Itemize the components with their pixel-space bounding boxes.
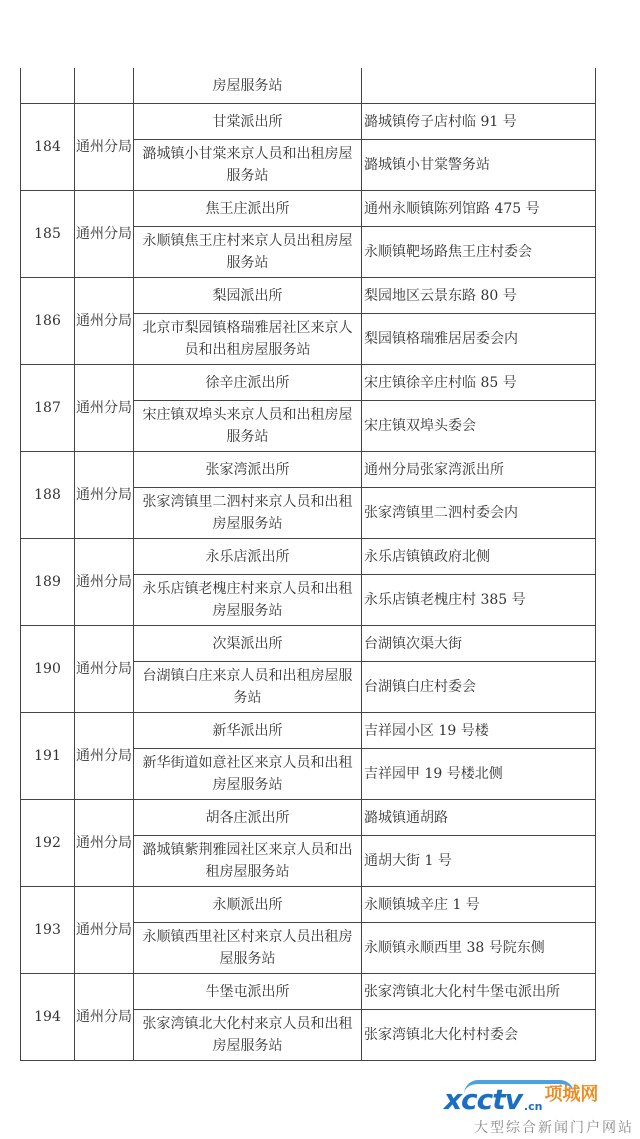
police-station-address: 张家湾镇北大化村牛堡屯派出所 <box>362 974 596 1010</box>
row-number: 188 <box>21 452 75 539</box>
logo-domain: .cn <box>523 1100 543 1113</box>
service-station-address: 永顺镇永顺西里 38 号院东侧 <box>362 923 596 974</box>
number-cell <box>21 68 75 104</box>
table-row <box>21 800 596 836</box>
service-station: 宋庄镇双埠头来京人员和出租房屋服务站 <box>134 401 362 452</box>
branch-name: 通州分局 <box>75 713 134 800</box>
branch-name: 通州分局 <box>75 104 134 191</box>
police-station: 永乐店派出所 <box>134 539 362 575</box>
row-number: 186 <box>21 278 75 365</box>
service-station: 永顺镇西里社区村来京人员出租房屋服务站 <box>134 923 362 974</box>
xcctv-watermark-logo <box>444 1080 640 1139</box>
police-station: 永顺派出所 <box>134 887 362 923</box>
service-station-address: 张家湾镇里二泗村委会内 <box>362 488 596 539</box>
service-station-address: 吉祥园甲 19 号楼北侧 <box>362 749 596 800</box>
branch-name: 通州分局 <box>75 191 134 278</box>
police-station-address: 永顺镇城辛庄 1 号 <box>362 887 596 923</box>
service-station: 新华街道如意社区来京人员和出租房屋服务站 <box>134 749 362 800</box>
table-row <box>21 626 596 662</box>
branch-name: 通州分局 <box>75 539 134 626</box>
service-station: 潞城镇小甘棠来京人员和出租房屋服务站 <box>134 140 362 191</box>
branch-name: 通州分局 <box>75 626 134 713</box>
police-station-address: 潞城镇通胡路 <box>362 800 596 836</box>
table-row <box>21 713 596 749</box>
police-station: 新华派出所 <box>134 713 362 749</box>
branch-name: 通州分局 <box>75 278 134 365</box>
police-station: 徐辛庄派出所 <box>134 365 362 401</box>
row-number: 185 <box>21 191 75 278</box>
branch-name: 通州分局 <box>75 887 134 974</box>
service-station: 北京市梨园镇格瑞雅居社区来京人员和出租房屋服务站 <box>134 314 362 365</box>
service-station: 永乐店镇老槐庄村来京人员和出租房屋服务站 <box>134 575 362 626</box>
police-station-address: 台湖镇次渠大街 <box>362 626 596 662</box>
logo-brand-row <box>444 1084 598 1116</box>
service-station-address: 台湖镇白庄村委会 <box>362 662 596 713</box>
branch-name: 通州分局 <box>75 800 134 887</box>
police-station-address: 通州永顺镇陈列馆路 475 号 <box>362 191 596 227</box>
row-number: 189 <box>21 539 75 626</box>
row-number: 190 <box>21 626 75 713</box>
police-station-address: 潞城镇侉子店村临 91 号 <box>362 104 596 140</box>
row-number: 194 <box>21 974 75 1061</box>
table-row <box>21 104 596 140</box>
address-cell <box>362 68 596 104</box>
branch-cell <box>75 68 134 104</box>
service-station: 张家湾镇里二泗村来京人员和出租房屋服务站 <box>134 488 362 539</box>
police-station-table <box>20 68 596 1061</box>
table-row <box>21 887 596 923</box>
service-station-address: 宋庄镇双埠头委会 <box>362 401 596 452</box>
police-station: 张家湾派出所 <box>134 452 362 488</box>
police-station-address: 吉祥园小区 19 号楼 <box>362 713 596 749</box>
service-station-address: 通胡大街 1 号 <box>362 836 596 887</box>
table-row <box>21 278 596 314</box>
service-station: 潞城镇紫荆雅园社区来京人员和出租房屋服务站 <box>134 836 362 887</box>
police-station: 次渠派出所 <box>134 626 362 662</box>
logo-brand: xcctv <box>444 1083 522 1116</box>
table-row <box>21 539 596 575</box>
table-row <box>21 974 596 1010</box>
police-station: 胡各庄派出所 <box>134 800 362 836</box>
table-row <box>21 365 596 401</box>
service-station: 永顺镇焦王庄村来京人员出租房屋服务站 <box>134 227 362 278</box>
row-number: 187 <box>21 365 75 452</box>
row-number: 184 <box>21 104 75 191</box>
service-station-address: 梨园镇格瑞雅居居委会内 <box>362 314 596 365</box>
police-station: 甘棠派出所 <box>134 104 362 140</box>
service-station: 台湖镇白庄来京人员和出租房屋服务站 <box>134 662 362 713</box>
station-cell: 房屋服务站 <box>134 68 362 104</box>
branch-name: 通州分局 <box>75 452 134 539</box>
row-number: 193 <box>21 887 75 974</box>
police-station-address: 宋庄镇徐辛庄村临 85 号 <box>362 365 596 401</box>
service-station-address: 永顺镇靶场路焦王庄村委会 <box>362 227 596 278</box>
police-station: 梨园派出所 <box>134 278 362 314</box>
logo-site-name: 项城网 <box>544 1084 599 1105</box>
continued-row <box>21 68 596 104</box>
police-station: 焦王庄派出所 <box>134 191 362 227</box>
police-station-address: 永乐店镇镇政府北侧 <box>362 539 596 575</box>
police-station-address: 梨园地区云景东路 80 号 <box>362 278 596 314</box>
police-station-address: 通州分局张家湾派出所 <box>362 452 596 488</box>
service-station-address: 潞城镇小甘棠警务站 <box>362 140 596 191</box>
branch-name: 通州分局 <box>75 974 134 1061</box>
table-row <box>21 452 596 488</box>
service-station-address: 永乐店镇老槐庄村 385 号 <box>362 575 596 626</box>
service-station: 张家湾镇北大化村来京人员和出租房屋服务站 <box>134 1010 362 1061</box>
service-station-address: 张家湾镇北大化村村委会 <box>362 1010 596 1061</box>
logo-tagline: 大型综合新闻门户网站 <box>474 1120 634 1136</box>
police-station: 牛堡屯派出所 <box>134 974 362 1010</box>
table-row <box>21 191 596 227</box>
row-number: 192 <box>21 800 75 887</box>
branch-name: 通州分局 <box>75 365 134 452</box>
row-number: 191 <box>21 713 75 800</box>
